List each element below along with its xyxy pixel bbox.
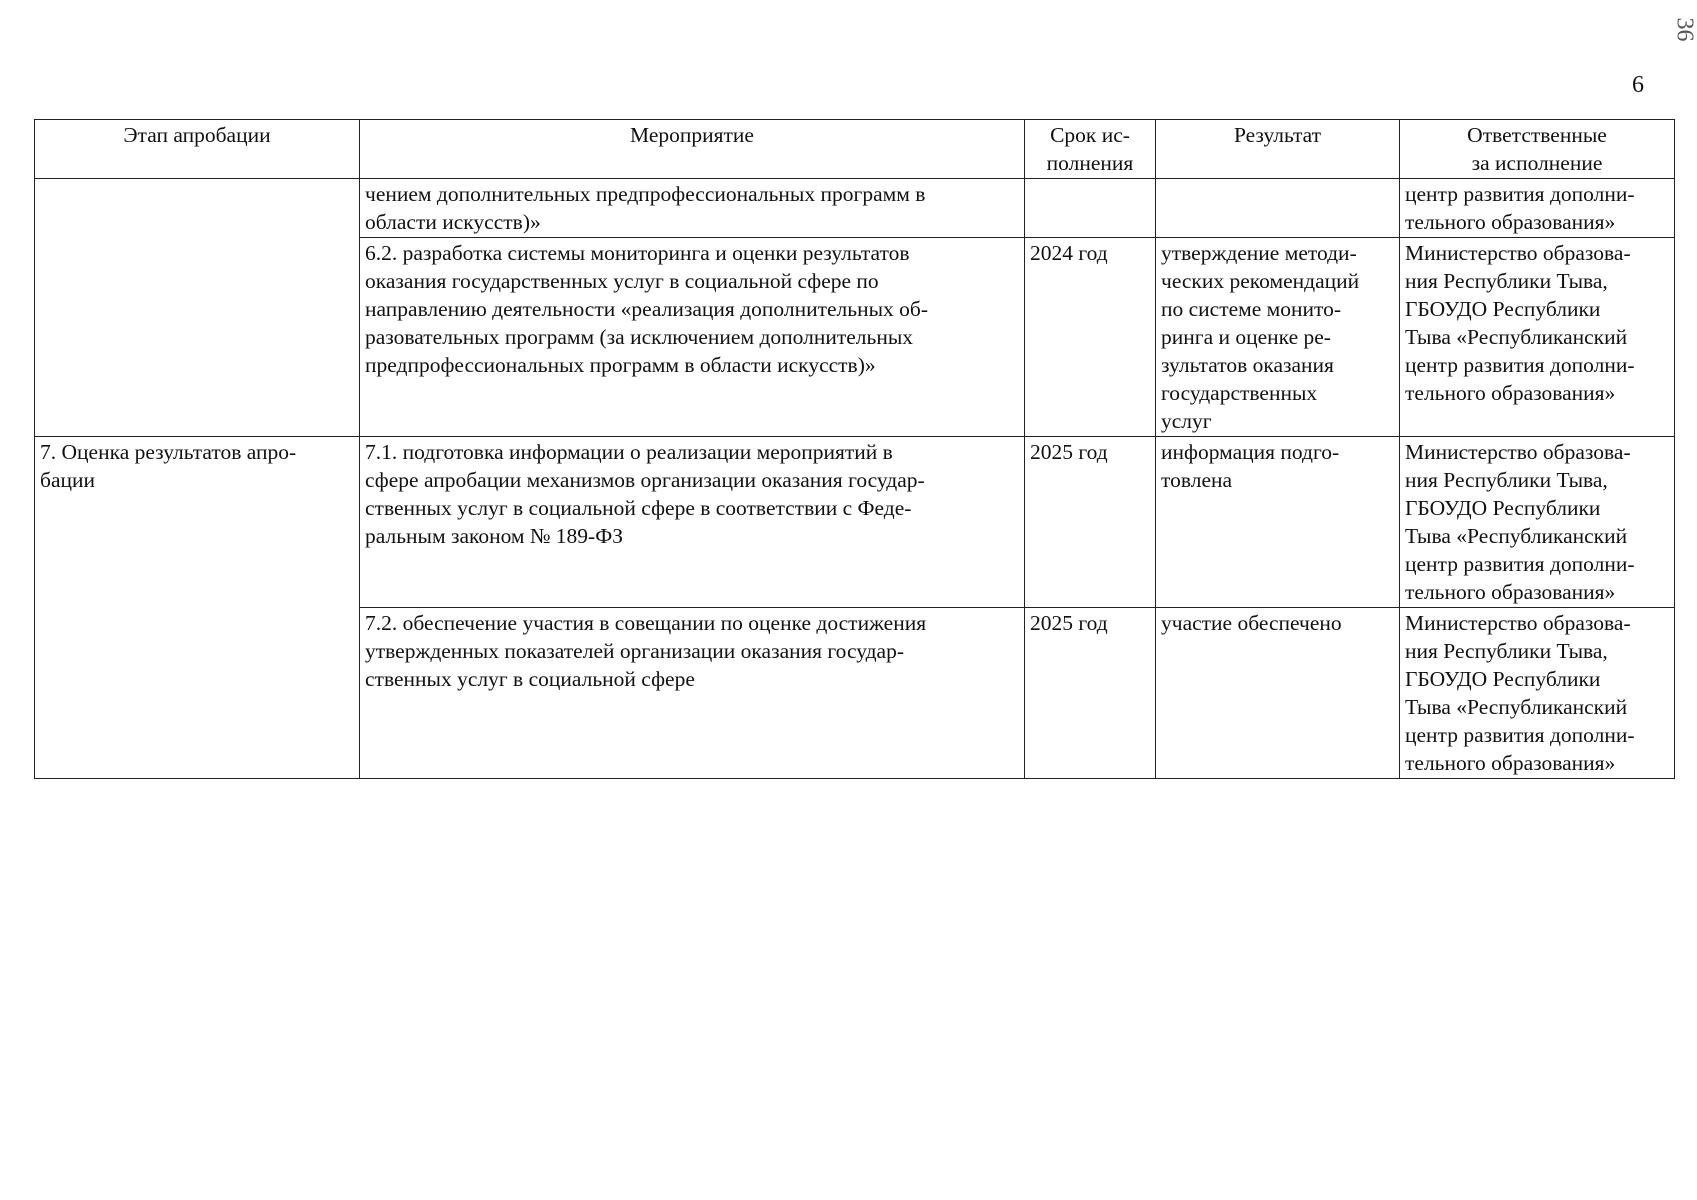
- header-result: Результат: [1156, 120, 1400, 179]
- deadline-cell: 2024 год: [1025, 238, 1156, 437]
- header-activity: Мероприятие: [360, 120, 1025, 179]
- responsible-cell: центр развития дополни- тельного образования»: [1400, 179, 1675, 238]
- approbation-plan-table: [34, 119, 1675, 779]
- activity-cell: 7.2. обеспечение участия в совещании по оценке достижения утвержденных показателей организации оказания государ- ственных услуг в социальной сфере: [360, 608, 1025, 779]
- activity-cell: 6.2. разработка системы мониторинга и оценки результатов оказания государственных услуг в социальной сфере по направлению деятельности «реализация дополнительных об- разовательных программ (за исключением дополнительных предпрофессиональных программ в области искусств)»: [360, 238, 1025, 437]
- activity-cell: 7.1. подготовка информации о реализации мероприятий в сфере апробации механизмов организации оказания государ- ственных услуг в социальной сфере в соответствии с Феде- ральным законом № 189-ФЗ: [360, 437, 1025, 608]
- header-responsible: Ответственные за исполнение: [1400, 120, 1675, 179]
- stage-cell: 7. Оценка результатов апро- бации: [35, 437, 360, 779]
- result-cell: участие обеспечено: [1156, 608, 1400, 779]
- table-header-row: [35, 120, 1675, 179]
- table-row: [35, 437, 1675, 608]
- archive-stamp-mark: 36: [1671, 17, 1697, 42]
- header-deadline: Срок ис- полнения: [1025, 120, 1156, 179]
- activity-cell: чением дополнительных предпрофессиональных программ в области искусств)»: [360, 179, 1025, 238]
- responsible-cell: Министерство образова- ния Республики Тыва, ГБОУДО Республики Тыва «Республиканский центр развития дополни- тельного образования»: [1400, 437, 1675, 608]
- deadline-cell: [1025, 179, 1156, 238]
- result-cell: [1156, 179, 1400, 238]
- page-number: 6: [1632, 72, 1644, 98]
- deadline-cell: 2025 год: [1025, 608, 1156, 779]
- table-row: [35, 179, 1675, 238]
- result-cell: информация подго- товлена: [1156, 437, 1400, 608]
- stage-cell-6-continued: [35, 179, 360, 437]
- responsible-cell: Министерство образова- ния Республики Тыва, ГБОУДО Республики Тыва «Республиканский центр развития дополни- тельного образования»: [1400, 608, 1675, 779]
- responsible-cell: Министерство образова- ния Республики Тыва, ГБОУДО Республики Тыва «Республиканский центр развития дополни- тельного образования»: [1400, 238, 1675, 437]
- header-stage: Этап апробации: [35, 120, 360, 179]
- deadline-cell: 2025 год: [1025, 437, 1156, 608]
- result-cell: утверждение методи- ческих рекомендаций по системе монито- ринга и оценке ре- зультатов оказания государственных услуг: [1156, 238, 1400, 437]
